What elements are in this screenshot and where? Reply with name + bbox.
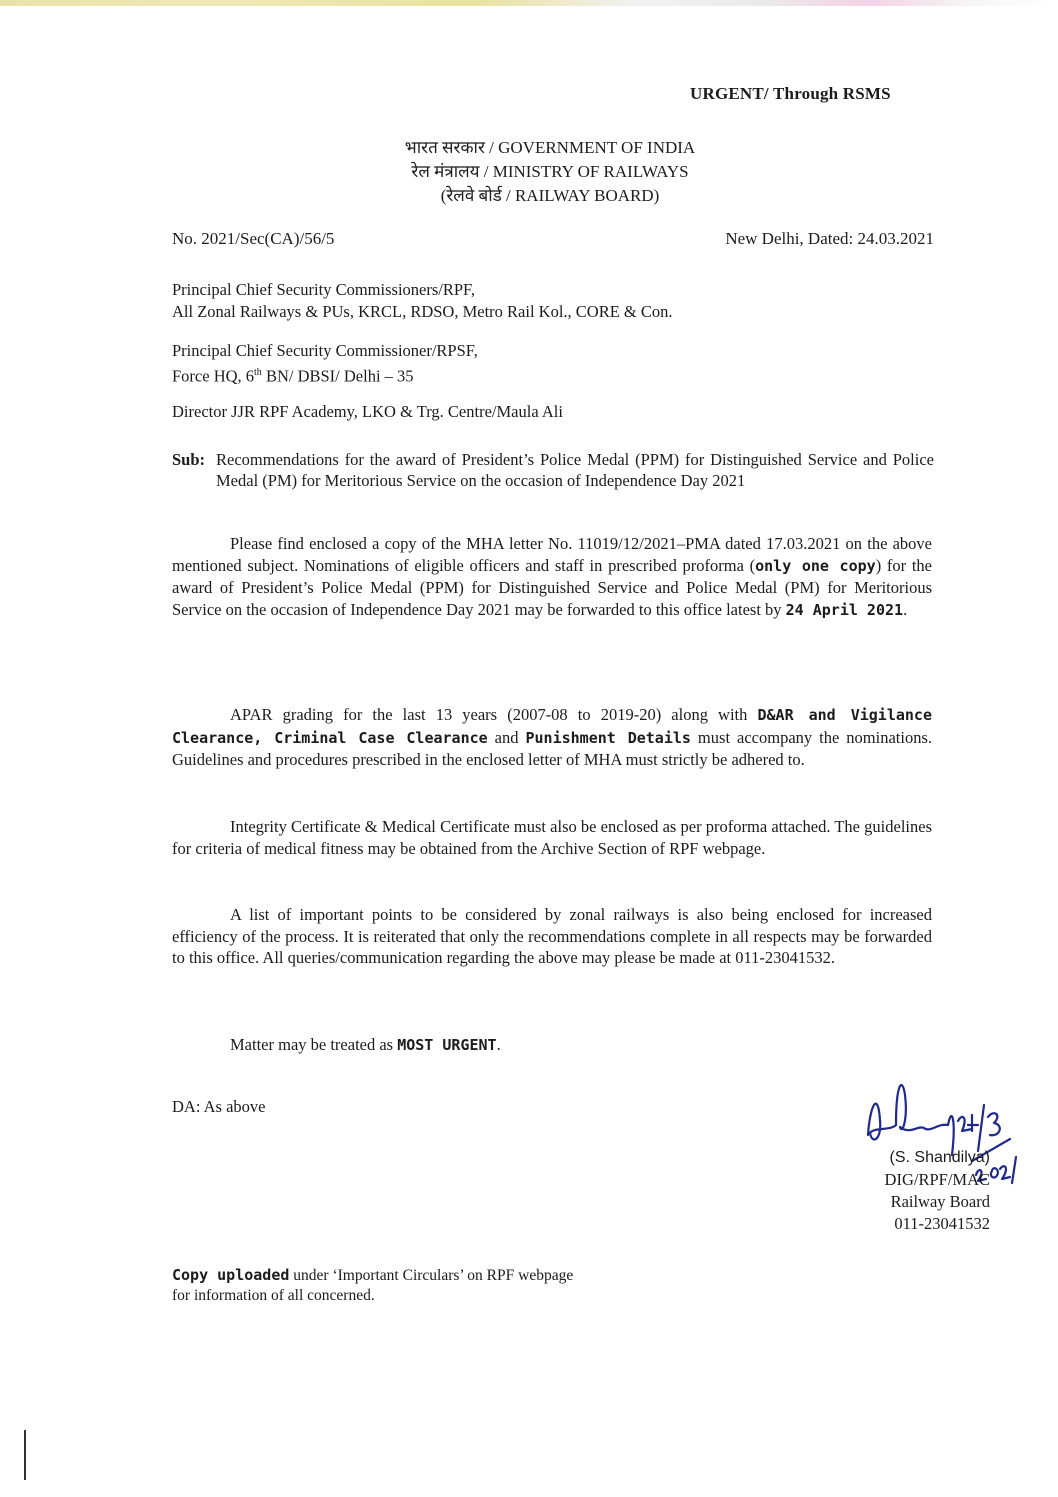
letter-number: No. 2021/Sec(CA)/56/5	[172, 229, 335, 248]
letterhead	[300, 136, 800, 208]
paragraph-enclosure-nominations	[172, 533, 932, 621]
emphasis-copy-uploaded: Copy uploaded	[172, 1266, 290, 1284]
subject-block	[172, 449, 934, 491]
addressee-line	[172, 362, 952, 388]
addressee-text: BN/ DBSI/ Delhi – 35	[261, 366, 414, 386]
scan-edge-mark	[24, 1430, 26, 1480]
addressee-line: Principal Chief Security Commissioner/RPSF,	[172, 341, 478, 360]
enclosure-note: DA: As above	[172, 1097, 266, 1116]
reference-line	[172, 229, 934, 249]
text: .	[903, 599, 908, 619]
letterhead-board: (रेलवे बोर्ड / RAILWAY BOARD)	[440, 186, 660, 205]
emphasis-clearances: D&AR and Vigilance Clearance, Criminal Case Clearance	[172, 706, 932, 747]
text: ) for the award of President’s Police Medal (PPM) for Distinguished Service and Police Medal (PM) for Meritorious Service on the occasion of Independence Day 2021 may be forwarded to this office latest by	[172, 555, 932, 619]
priority-label: URGENT/ Through RSMS	[690, 84, 891, 103]
paragraph-apar	[172, 704, 932, 771]
subject-label: Sub:	[172, 450, 206, 469]
addressee-text: Force HQ, 6	[172, 366, 255, 386]
deadline-date: 24 April 2021	[785, 600, 904, 619]
addressee-1	[172, 279, 952, 323]
text: under ‘Important Circulars’ on RPF webpage for information of all concerned.	[172, 1267, 574, 1304]
emphasis-most-urgent: MOST URGENT	[397, 1036, 497, 1054]
letterhead-government: भारत सरकार / GOVERNMENT OF INDIA	[404, 138, 696, 157]
place-date: New Delhi, Dated: 24.03.2021	[725, 229, 934, 248]
text: APAR grading for the last 13 years (2007-08 to 2019-20) along with	[230, 705, 758, 724]
emphasis-only-one-copy: only one copy	[755, 556, 876, 575]
addressee-line: All Zonal Railways & PUs, KRCL, RDSO, Metro Rail Kol., CORE & Con.	[172, 302, 673, 321]
addressee-line: Director JJR RPF Academy, LKO & Trg. Centre/Maula Ali	[172, 402, 563, 421]
paragraph-important-points: A list of important points to be considered by zonal railways is also being enclosed for increased efficiency of the process. It is reiterated that only the recommendations complete in all respects may be forwarded to this office. All queries/communication regarding the above may please be made at 011-23041532.	[172, 905, 932, 967]
paragraph-urgency	[172, 1034, 932, 1057]
addressee-line: Principal Chief Security Commissioners/RPF,	[172, 280, 476, 299]
text: Matter may be treated as	[230, 1035, 398, 1054]
text: and	[487, 727, 526, 747]
signatory-designation: DIG/RPF/MAC	[884, 1170, 990, 1189]
paragraph-certificates: Integrity Certificate & Medical Certificate must also be enclosed as per proforma attached. The guidelines for criteria of medical fitness may be obtained from the Archive Section of RPF webpage.	[172, 817, 932, 858]
scan-top-edge	[0, 0, 1058, 6]
addressee-3	[172, 401, 952, 423]
text: Please find enclosed a copy of the MHA letter No. 11019/12/2021–PMA dated 17.03.2021 on the above mentioned subject. Nominations of eligible officers and staff in prescribed proforma (	[172, 534, 932, 575]
addressee-2	[172, 340, 952, 388]
letterhead-ministry: रेल मंत्रालय / MINISTRY OF RAILWAYS	[411, 162, 689, 181]
emphasis-punishment-details: Punishment Details	[525, 728, 691, 747]
signatory-office: Railway Board	[890, 1192, 990, 1211]
subject-text: Recommendations for the award of President’s Police Medal (PPM) for Distinguished Service and Police Medal (PM) for Meritorious Service on the occasion of Independence Day 2021	[216, 450, 934, 490]
ordinal-suffix: th	[254, 367, 262, 378]
signatory-phone: 011-23041532	[894, 1214, 990, 1233]
text: must accompany the nominations. Guidelines and procedures prescribed in the enclosed letter of MHA must strictly be adhered to.	[172, 727, 933, 769]
signature-block	[860, 1147, 990, 1235]
text: .	[496, 1035, 501, 1054]
signatory-name: (S. Shandilya)	[889, 1149, 990, 1166]
copy-uploaded-note	[172, 1265, 592, 1306]
